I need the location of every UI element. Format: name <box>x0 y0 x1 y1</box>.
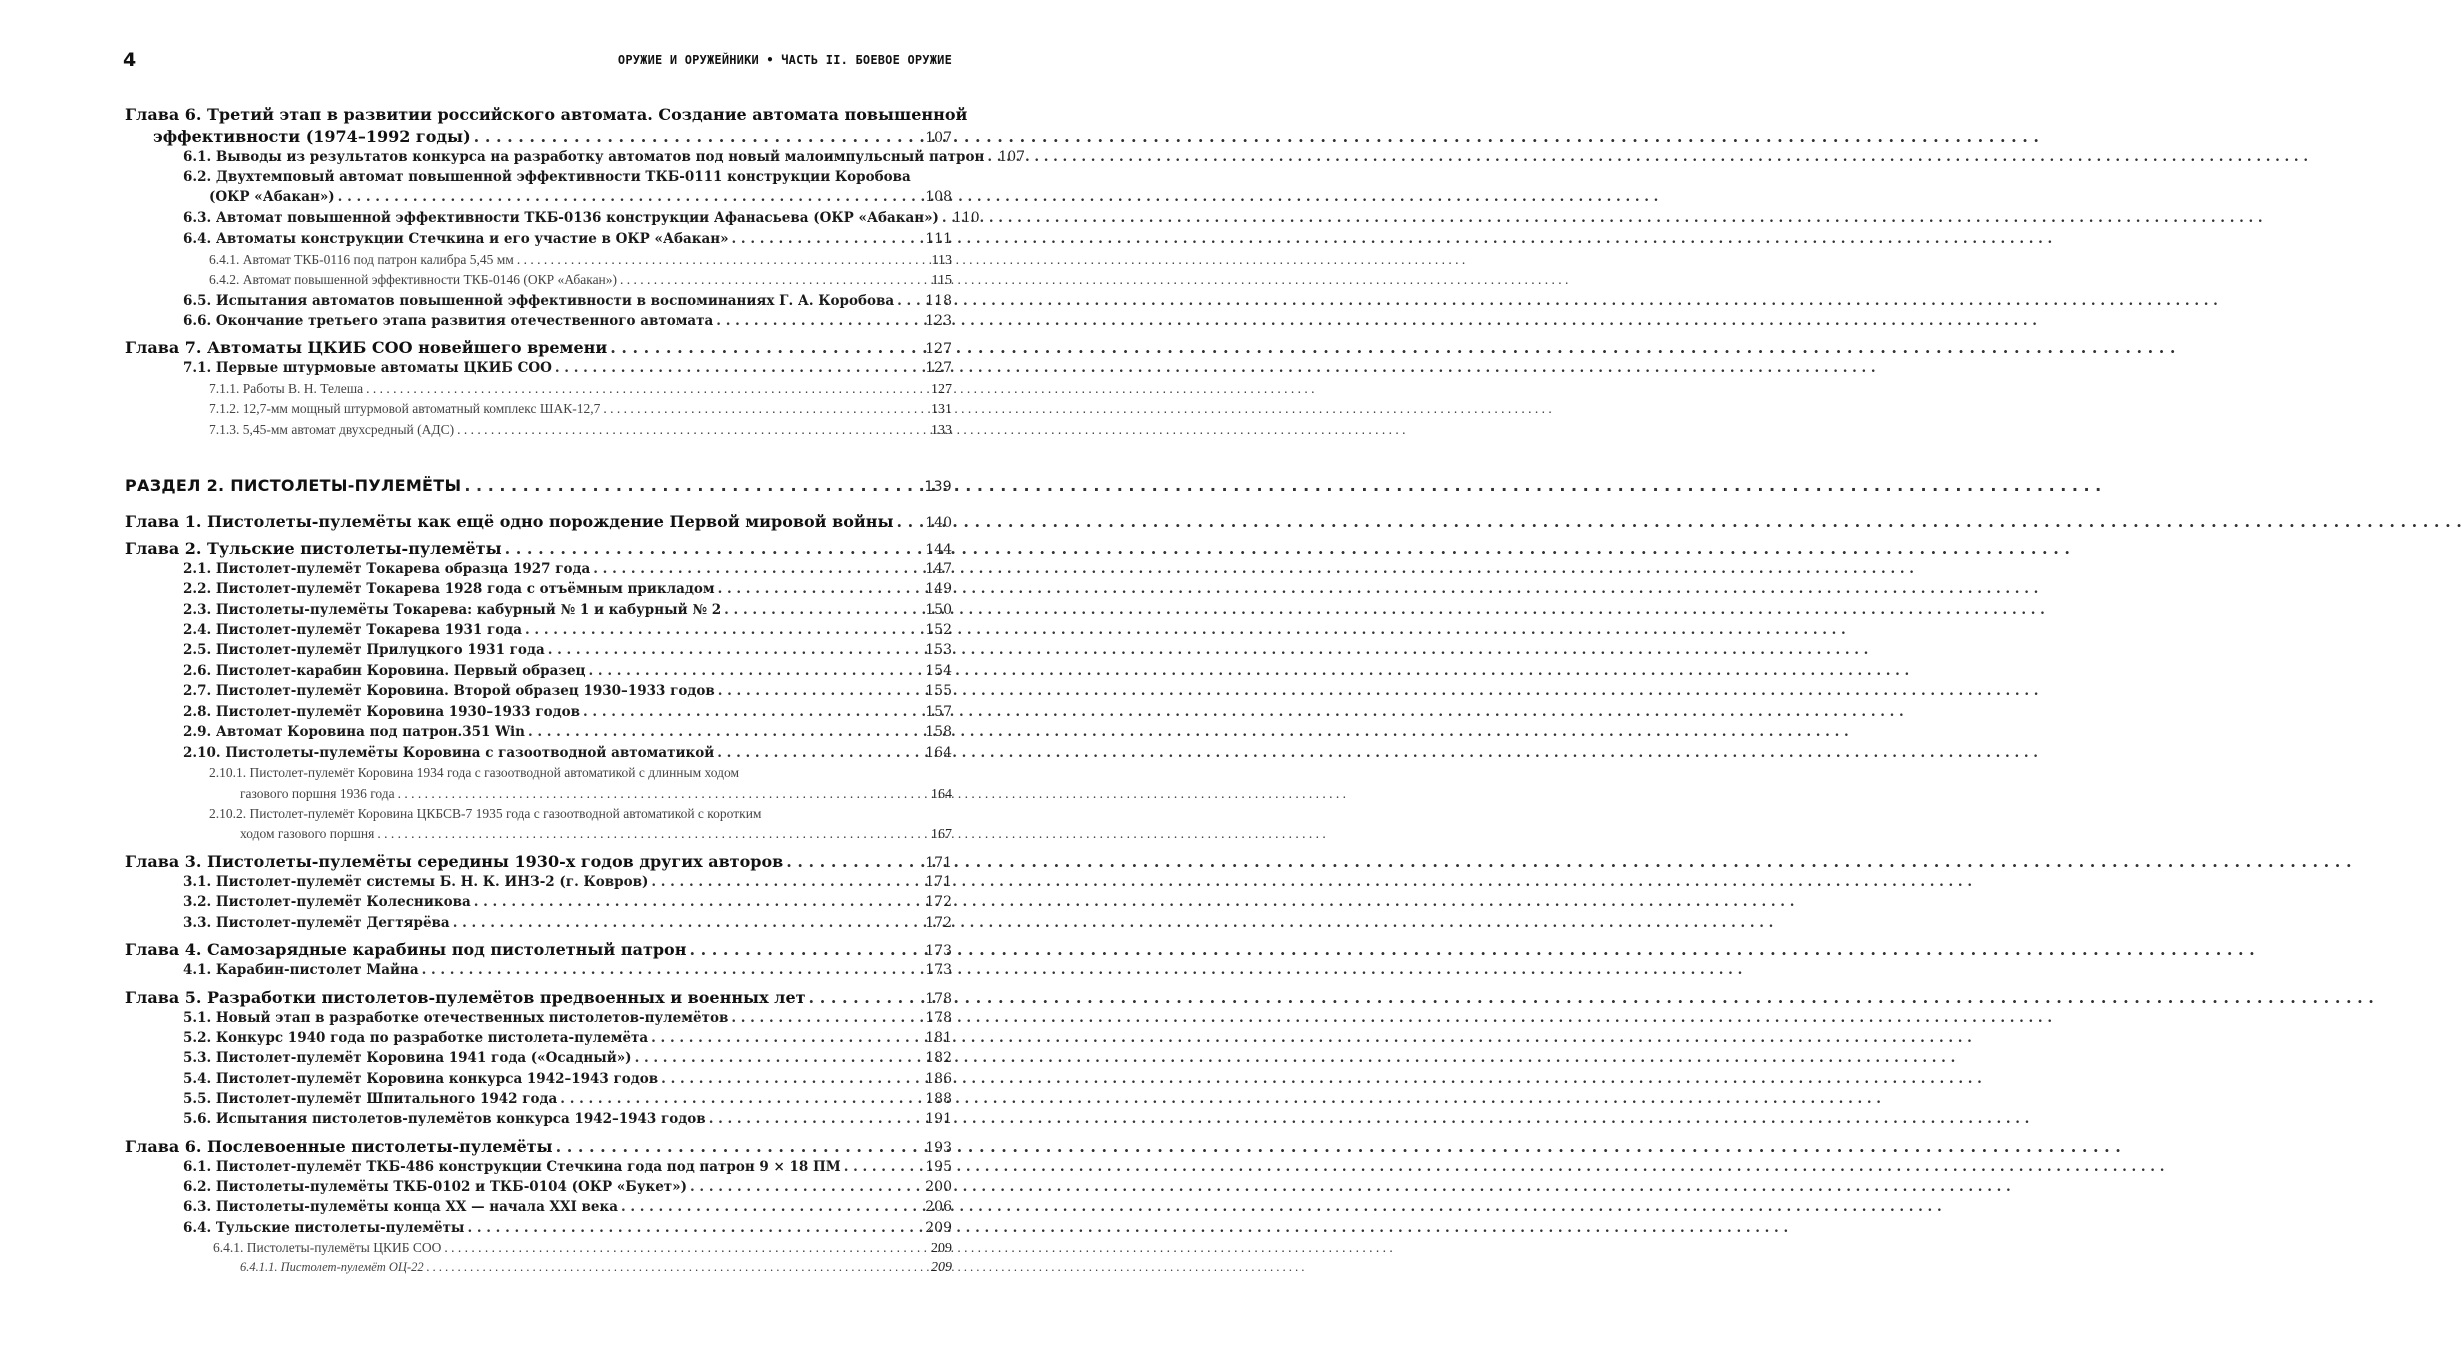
toc-entry-title: (ОКР «Абакан») <box>209 189 335 205</box>
toc-p-section-2-3[interactable] <box>183 602 952 618</box>
toc-entry-page: 186 <box>925 1071 952 1087</box>
toc-p-section-5-3[interactable] <box>183 1050 952 1066</box>
toc-section-6-1[interactable] <box>183 149 1026 165</box>
toc-entry-page: 173 <box>925 962 952 978</box>
toc-entry-title: 6.4. Тульские пистолеты-пулемёты <box>183 1220 465 1236</box>
toc-entry-page: 164 <box>931 787 952 802</box>
toc-section-6-6[interactable] <box>183 313 952 329</box>
toc-entry-page: 195 <box>925 1159 952 1175</box>
toc-entry-page: 107 <box>998 149 1026 165</box>
toc-leader-dots <box>732 231 923 247</box>
toc-entry-page: 173 <box>925 943 952 959</box>
toc-p-section-6-4[interactable] <box>183 1220 952 1236</box>
toc-entry-page: 118 <box>925 293 952 309</box>
toc-entry-title: 2.8. Пистолет-пулемёт Коровина 1930–1933 годов <box>183 704 581 720</box>
toc-entry-page: 200 <box>925 1179 952 1195</box>
toc-leader-dots <box>474 894 923 910</box>
toc-entry-page: 152 <box>925 622 952 638</box>
toc-entry-title: 5.6. Испытания пистолетов-пулемётов конкурса 1942–1943 годов <box>183 1111 706 1127</box>
toc-p-section-2-5[interactable] <box>183 642 952 658</box>
toc-entry-page: 127 <box>925 360 952 376</box>
toc-leader-dots <box>505 539 923 558</box>
toc-entry-page: 172 <box>925 915 952 931</box>
toc-entry-title: 2.9. Автомат Коровина под патрон.351 Win <box>183 724 525 740</box>
toc-entry-page: 131 <box>931 402 952 417</box>
toc-entry-title: эффективности (1974–1992 годы) <box>153 127 471 146</box>
toc-p-chapter-3[interactable] <box>125 852 952 871</box>
toc-leader-dots <box>377 826 928 842</box>
toc-entry-page: 108 <box>925 189 952 205</box>
toc-leader-dots <box>556 1137 923 1156</box>
toc-entry-title: 5.5. Пистолет-пулемёт Шпитального 1942 года <box>183 1091 558 1107</box>
toc-entry-title: Глава 5. Разработки пистолетов-пулемётов предвоенных и военных лет <box>125 988 806 1007</box>
toc-entry-title: 2.7. Пистолет-пулемёт Коровина. Второй образец 1930–1933 годов <box>183 683 715 699</box>
toc-section-6-2[interactable] <box>209 189 952 205</box>
toc-leader-dots <box>897 293 922 309</box>
toc-entry-page: 147 <box>925 561 952 577</box>
toc-entry-title: Глава 7. Автоматы ЦКИБ СОО новейшего времени <box>125 338 608 357</box>
toc-leader-dots <box>689 940 922 959</box>
toc-entry-title: 7.1.3. 5,45-мм автомат двухсредный (АДС) <box>209 422 455 437</box>
toc-p-subsection-2-10-1-line1[interactable]: 2.10.1. Пистолет-пулемёт Коровина 1934 года с газоотводной автоматикой с длинным ходом <box>209 765 740 780</box>
toc-part-2[interactable] <box>125 476 952 495</box>
toc-section-6-5[interactable] <box>183 293 952 309</box>
toc-p-section-5-6[interactable] <box>183 1111 952 1127</box>
toc-entry-page: 164 <box>925 745 952 761</box>
toc-entry-page: 111 <box>925 231 952 247</box>
table-of-contents <box>0 0 1026 1360</box>
toc-entry-title: 2.10. Пистолеты-пулемёты Коровина с газоотводной автоматикой <box>183 745 715 761</box>
toc-entry-title: Глава 3. Пистолеты-пулемёты середины 1930-х годов других авторов <box>125 852 784 871</box>
toc-leader-dots <box>942 210 950 226</box>
toc-entry-title: Глава 2. Тульские пистолеты-пулемёты <box>125 539 502 558</box>
toc-entry-page: 171 <box>925 855 952 871</box>
toc-entry-title: 6.5. Испытания автоматов повышенной эффективности в воспоминаниях Г. А. Коробова <box>183 293 895 309</box>
toc-leader-dots <box>453 915 923 931</box>
toc-entry-title: 6.4.1. Пистолеты-пулемёты ЦКИБ СОО <box>213 1240 442 1255</box>
toc-p-chapter-2[interactable] <box>125 539 952 558</box>
toc-section-6-4[interactable] <box>183 231 952 247</box>
toc-entry-title: 6.4. Автоматы конструкции Стечкина и его участие в ОКР «Абакан» <box>183 231 729 247</box>
toc-p-section-2-8[interactable] <box>183 704 952 720</box>
toc-leader-dots <box>809 988 923 1007</box>
toc-leader-dots <box>467 1220 922 1236</box>
toc-leader-dots <box>525 622 922 638</box>
toc-p-section-2-2[interactable] <box>183 581 952 597</box>
toc-entry-title: 5.3. Пистолет-пулемёт Коровина 1941 года («Осадный») <box>183 1050 632 1066</box>
toc-entry-page: 182 <box>925 1050 952 1066</box>
toc-entry-title: 6.3. Пистолеты-пулемёты конца XX — начала XXI века <box>183 1199 618 1215</box>
toc-p-section-6-1[interactable] <box>183 1159 952 1175</box>
toc-p-section-2-10[interactable] <box>183 745 952 761</box>
toc-entry-page: 209 <box>931 1241 952 1256</box>
toc-entry-title: 4.1. Карабин-пистолет Майна <box>183 962 419 978</box>
toc-p-section-6-2[interactable] <box>183 1179 952 1195</box>
toc-entry-page: 107 <box>925 130 952 146</box>
toc-leader-dots <box>583 704 922 720</box>
toc-chapter-7[interactable] <box>125 338 952 357</box>
toc-p-section-2-7[interactable] <box>183 683 952 699</box>
toc-leader-dots <box>620 272 928 288</box>
toc-entry-page: 113 <box>931 253 952 268</box>
toc-p-subsection-6-4-1[interactable] <box>213 1240 952 1257</box>
toc-leader-dots <box>718 581 923 597</box>
toc-entry-title: 7.1.2. 12,7-мм мощный штурмовой автоматный комплекс ШАК-12,7 <box>209 401 601 416</box>
toc-leader-dots <box>690 1179 922 1195</box>
toc-entry-page: 133 <box>931 423 952 438</box>
toc-leader-dots <box>651 874 922 890</box>
toc-p-section-5-5[interactable] <box>183 1091 952 1107</box>
toc-p-section-3-3[interactable] <box>183 915 952 931</box>
toc-entry-title: 2.6. Пистолет-карабин Коровина. Первый образец <box>183 663 586 679</box>
toc-entry-title: 5.1. Новый этап в разработке отечественных пистолетов-пулемётов <box>183 1010 729 1026</box>
toc-leader-dots <box>717 745 922 761</box>
toc-leader-dots <box>589 663 923 679</box>
toc-leader-dots <box>724 602 922 618</box>
toc-leader-dots <box>786 852 922 871</box>
toc-entry-title: газового поршня 1936 года <box>240 786 395 801</box>
toc-p-subsection-2-10-1[interactable] <box>240 786 952 803</box>
toc-entry-title: 2.4. Пистолет-пулемёт Токарева 1931 года <box>183 622 523 638</box>
toc-leader-dots <box>635 1050 923 1066</box>
toc-leader-dots <box>844 1159 923 1175</box>
toc-leader-dots <box>474 127 923 146</box>
toc-subsection-7-1-2[interactable] <box>209 401 952 418</box>
toc-p-chapter-5[interactable] <box>125 988 952 1007</box>
toc-entry-title: Глава 6. Послевоенные пистолеты-пулемёты <box>125 1137 553 1156</box>
toc-entry-title: 5.2. Конкурс 1940 года по разработке пистолета-пулемёта <box>183 1030 649 1046</box>
toc-p-section-2-4[interactable] <box>183 622 952 638</box>
toc-entry-title: 2.5. Пистолет-пулемёт Прилуцкого 1931 года <box>183 642 545 658</box>
toc-leader-dots <box>731 1010 922 1026</box>
toc-entry-page: 144 <box>925 542 952 558</box>
toc-p-section-5-2[interactable] <box>183 1030 952 1046</box>
toc-p-section-6-3[interactable] <box>183 1199 952 1215</box>
toc-entry-page: 123 <box>925 313 952 329</box>
toc-leader-dots <box>897 512 923 531</box>
toc-entry-title: 3.3. Пистолет-пулемёт Дегтярёва <box>183 915 450 931</box>
toc-p-section-2-6[interactable] <box>183 663 952 679</box>
toc-leader-dots <box>621 1199 922 1215</box>
toc-p-section-5-1[interactable] <box>183 1010 952 1026</box>
toc-leader-dots <box>718 683 923 699</box>
toc-entry-title: РАЗДЕЛ 2. ПИСТОЛЕТЫ-ПУЛЕМЁТЫ <box>125 476 462 495</box>
toc-p-section-4-1[interactable] <box>183 962 952 978</box>
toc-entry-page: 191 <box>925 1111 952 1127</box>
toc-leader-dots <box>555 360 922 376</box>
toc-entry-title: 3.1. Пистолет-пулемёт системы Б. Н. К. ИНЗ-2 (г. Ковров) <box>183 874 649 890</box>
toc-leader-dots <box>464 476 921 495</box>
toc-entry-title: 6.3. Автомат повышенной эффективности ТКБ-0136 конструкции Афанасьева (ОКР «Абакан») <box>183 210 939 226</box>
toc-entry-page: 178 <box>925 991 952 1007</box>
page-number: 4 <box>123 49 137 71</box>
toc-entry-page: 157 <box>925 704 952 720</box>
toc-entry-page: 127 <box>931 382 952 397</box>
toc-p-subsection-2-10-2[interactable] <box>240 826 952 843</box>
toc-entry-page: 153 <box>925 642 952 658</box>
toc-leader-dots <box>548 642 923 658</box>
toc-p-subsection-2-10-2-line1[interactable]: 2.10.2. Пистолет-пулемёт Коровина ЦКБСВ-7 1935 года с газоотводной автоматикой с коротким <box>209 806 762 821</box>
toc-entry-page: 209 <box>925 1220 952 1236</box>
toc-entry-title: 3.2. Пистолет-пулемёт Колесникова <box>183 894 471 910</box>
toc-subsection-6-4-2[interactable] <box>209 272 952 289</box>
toc-entry-title: 6.4.1.1. Пистолет-пулемёт ОЦ-22 <box>240 1260 424 1274</box>
toc-leader-dots <box>661 1071 922 1087</box>
toc-p-chapter-4[interactable] <box>125 940 952 959</box>
toc-p-chapter-6[interactable] <box>125 1137 952 1156</box>
toc-entry-page: 181 <box>925 1030 952 1046</box>
toc-entry-page: 139 <box>924 479 952 495</box>
toc-entry-page: 149 <box>925 581 952 597</box>
toc-p-section-3-1[interactable] <box>183 874 952 890</box>
toc-entry-title: 6.1. Выводы из результатов конкурса на разработку автоматов под новый малоимпульсный патрон <box>183 149 985 165</box>
toc-leader-dots <box>427 1260 928 1275</box>
toc-entry-page: 209 <box>931 1260 952 1275</box>
toc-subsection-6-4-1[interactable] <box>209 252 952 269</box>
toc-entry-page: 171 <box>925 874 952 890</box>
toc-p-subsubsection-6-4-1-1[interactable] <box>240 1260 952 1276</box>
toc-entry-title: 7.1.1. Работы В. Н. Телеша <box>209 381 364 396</box>
toc-leader-dots <box>560 1091 922 1107</box>
toc-leader-dots <box>603 401 928 417</box>
toc-leader-dots <box>651 1030 922 1046</box>
toc-p-section-3-2[interactable] <box>183 894 952 910</box>
toc-entry-title: 5.4. Пистолет-пулемёт Коровина конкурса 1942–1943 годов <box>183 1071 659 1087</box>
toc-chapter-6-line1[interactable]: Глава 6. Третий этап в развитии российского автомата. Создание автомата повышенной <box>125 105 968 124</box>
running-title: ОРУЖИЕ И ОРУЖЕЙНИКИ • ЧАСТЬ II. БОЕВОЕ ОРУЖИЕ <box>617 53 952 67</box>
toc-p-section-5-4[interactable] <box>183 1071 952 1087</box>
toc-entry-page: 155 <box>925 683 952 699</box>
toc-entry-page: 110 <box>952 210 980 226</box>
toc-leader-dots <box>610 338 922 357</box>
toc-chapter-6[interactable] <box>153 127 952 146</box>
toc-leader-dots <box>338 189 923 205</box>
toc-entry-title: Глава 1. Пистолеты-пулемёты как ещё одно порождение Первой мировой войны <box>125 512 894 531</box>
toc-p-section-2-9[interactable] <box>183 724 952 740</box>
toc-entry-title: 6.6. Окончание третьего этапа развития отечественного автомата <box>183 313 714 329</box>
toc-entry-page: 206 <box>925 1199 952 1215</box>
toc-leader-dots <box>593 561 922 577</box>
toc-leader-dots <box>517 252 929 268</box>
toc-leader-dots <box>444 1240 928 1256</box>
toc-entry-title: 6.4.1. Автомат ТКБ-0116 под патрон калибра 5,45 мм <box>209 252 514 267</box>
toc-entry-page: 193 <box>925 1140 952 1156</box>
toc-entry-page: 178 <box>925 1010 952 1026</box>
toc-entry-title: 6.1. Пистолет-пулемёт ТКБ-486 конструкции Стечкина года под патрон 9 × 18 ПМ <box>183 1159 841 1175</box>
toc-entry-page: 154 <box>925 663 952 679</box>
toc-entry-page: 127 <box>925 341 952 357</box>
toc-entry-page: 172 <box>925 894 952 910</box>
toc-subsection-7-1-1[interactable] <box>209 381 952 398</box>
toc-entry-title: ходом газового поршня <box>240 826 375 841</box>
toc-entry-title: 2.1. Пистолет-пулемёт Токарева образца 1927 года <box>183 561 591 577</box>
toc-leader-dots <box>987 149 995 165</box>
toc-entry-page: 188 <box>925 1091 952 1107</box>
toc-leader-dots <box>422 962 923 978</box>
toc-section-7-1[interactable] <box>183 360 952 376</box>
toc-entry-title: 7.1. Первые штурмовые автоматы ЦКИБ СОО <box>183 360 552 376</box>
toc-entry-page: 150 <box>925 602 952 618</box>
toc-entry-page: 167 <box>931 827 952 842</box>
toc-entry-title: 6.2. Пистолеты-пулемёты ТКБ-0102 и ТКБ-0104 (ОКР «Букет») <box>183 1179 688 1195</box>
toc-section-6-3[interactable] <box>183 210 980 226</box>
toc-leader-dots <box>366 381 928 397</box>
toc-p-section-2-1[interactable] <box>183 561 952 577</box>
toc-entry-page: 140 <box>925 515 952 531</box>
toc-p-chapter-1[interactable] <box>125 512 952 531</box>
toc-leader-dots <box>457 422 928 438</box>
toc-entry-title: 6.4.2. Автомат повышенной эффективности ТКБ-0146 (ОКР «Абакан») <box>209 272 618 287</box>
toc-leader-dots <box>398 786 928 802</box>
toc-entry-page: 115 <box>931 273 952 288</box>
toc-subsection-7-1-3[interactable] <box>209 422 952 439</box>
toc-leader-dots <box>709 1111 923 1127</box>
toc-entry-title: Глава 4. Самозарядные карабины под пистолетный патрон <box>125 940 687 959</box>
toc-section-6-2-line1[interactable]: 6.2. Двухтемповый автомат повышенной эффективности ТКБ-0111 конструкции Коробова <box>183 169 911 185</box>
toc-entry-title: 2.3. Пистолеты-пулемёты Токарева: кабурный № 1 и кабурный № 2 <box>183 602 722 618</box>
toc-entry-title: 2.2. Пистолет-пулемёт Токарева 1928 года с отъёмным прикладом <box>183 581 715 597</box>
toc-leader-dots <box>716 313 922 329</box>
toc-entry-page: 158 <box>925 724 952 740</box>
toc-leader-dots <box>528 724 922 740</box>
